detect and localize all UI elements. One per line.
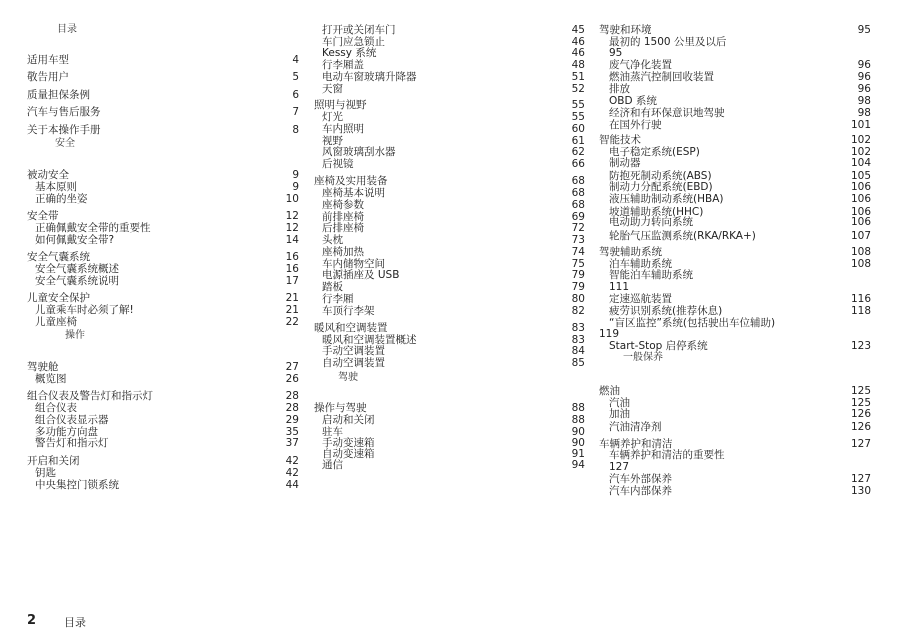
toc-entry-page: 125 [850, 397, 871, 409]
toc-entry[interactable] [599, 83, 871, 95]
toc-entry-title: 概览图 [35, 373, 67, 385]
toc-entry-page: 55 [571, 111, 585, 123]
toc-entry[interactable] [599, 119, 871, 131]
toc-entry[interactable] [314, 83, 585, 95]
toc-entry-page: 69 [571, 211, 585, 223]
toc-entry[interactable] [27, 390, 299, 402]
toc-entry-title: OBD 系统 [609, 95, 657, 107]
toc-entry[interactable] [314, 322, 585, 334]
toc-entry-page: 55 [571, 99, 585, 111]
toc-entry[interactable] [599, 305, 871, 317]
toc-entry[interactable] [599, 71, 871, 83]
section-heading-fragment: 驾驶 [338, 372, 358, 383]
toc-entry-page: 72 [571, 222, 585, 234]
toc-entry[interactable] [599, 328, 871, 340]
toc-entry-title: 质量担保条例 [27, 89, 90, 101]
toc-entry-title: 正确佩戴安全带的重要性 [35, 222, 151, 234]
toc-entry-title: “盲区监控”系统(包括驶出车位辅助) [609, 317, 776, 329]
toc-entry-page: 106 [850, 181, 871, 193]
toc-entry-page: 37 [285, 437, 299, 449]
toc-entry[interactable] [599, 95, 871, 107]
toc-entry-title: 坡道辅助系统(HHC) [609, 206, 704, 218]
toc-entry[interactable] [599, 385, 871, 397]
toc-entry[interactable] [27, 71, 299, 83]
toc-entry-page: 104 [850, 157, 871, 169]
toc-entry-title: 正确的坐姿 [35, 193, 88, 205]
section-heading-fragment: 安全 [55, 138, 75, 149]
toc-entry-page: 118 [850, 305, 871, 317]
toc-entry-page: 106 [850, 193, 871, 205]
toc-entry[interactable] [27, 222, 299, 234]
toc-entry-title: 车顶行李架 [322, 305, 375, 317]
section-heading-fragment: 操作 [65, 330, 85, 341]
toc-entry[interactable] [27, 234, 299, 246]
toc-entry-title: 车门应急锁止 [322, 36, 385, 48]
toc-entry[interactable] [599, 216, 871, 228]
toc-entry-page: 130 [850, 485, 871, 497]
toc-entry-page: 12 [285, 210, 299, 222]
toc-entry[interactable] [27, 89, 299, 101]
toc-entry-title: 制动器 [609, 157, 641, 169]
toc-entry-page: 68 [571, 199, 585, 211]
toc-entry-title: 灯光 [322, 111, 343, 123]
toc-entry[interactable] [27, 54, 299, 66]
toc-entry-page: 16 [285, 263, 299, 275]
toc-entry-title: 95 [609, 47, 623, 59]
toc-entry-title: 车内照明 [322, 123, 364, 135]
toc-entry[interactable] [314, 345, 585, 357]
toc-entry[interactable] [599, 47, 871, 59]
toc-entry-page: 35 [285, 426, 299, 438]
toc-entry-title: 手动空调装置 [322, 345, 385, 357]
toc-entry-title: 基本原则 [35, 181, 77, 193]
toc-entry-title: 驾驶舱 [27, 361, 59, 373]
toc-entry[interactable] [27, 210, 299, 222]
toc-entry[interactable] [314, 402, 585, 414]
toc-entry-page: 96 [857, 59, 871, 71]
toc-entry-title: 座椅及实用装备 [314, 175, 388, 187]
toc-entry-page: 10 [285, 193, 299, 205]
toc-entry[interactable] [314, 59, 585, 71]
toc-entry[interactable] [314, 123, 585, 135]
toc-entry-title: 燃油 [599, 385, 620, 397]
toc-entry-title: 电子稳定系统(ESP) [609, 146, 700, 158]
toc-entry-page: 16 [285, 251, 299, 263]
toc-entry-page: 14 [285, 234, 299, 246]
toc-entry-page: 45 [571, 24, 585, 36]
toc-entry-page: 88 [571, 414, 585, 426]
toc-entry-page: 66 [571, 158, 585, 170]
toc-entry-page: 80 [571, 293, 585, 305]
toc-entry-page: 82 [571, 305, 585, 317]
toc-entry[interactable] [599, 293, 871, 305]
toc-entry-title: 前排座椅 [322, 211, 364, 223]
toc-entry-title: 电动车窗玻璃升降器 [322, 71, 417, 83]
toc-entry-title: 定速巡航装置 [609, 293, 672, 305]
toc-entry-title: 汽油 [609, 397, 630, 409]
page-footer [27, 613, 86, 629]
toc-entry[interactable] [27, 106, 299, 118]
toc-entry-title: 警告灯和指示灯 [35, 437, 109, 449]
toc-entry-title: 儿童乘车时必须了解! [35, 304, 134, 316]
toc-entry-title: Kessy 系统 [322, 47, 377, 59]
toc-entry[interactable] [27, 361, 299, 373]
toc-entry-title: 自动空调装置 [322, 357, 385, 369]
toc-entry-page: 9 [292, 169, 299, 181]
toc-entry-page: 46 [571, 36, 585, 48]
toc-entry-page: 108 [850, 246, 871, 258]
toc-entry-title: 操作与驾驶 [314, 402, 367, 414]
toc-entry-page: 91 [571, 448, 585, 460]
toc-entry[interactable] [599, 193, 871, 205]
toc-entry-title: 暖风和空调装置概述 [322, 334, 417, 346]
toc-entry-page: 73 [571, 234, 585, 246]
toc-entry[interactable] [27, 414, 299, 426]
toc-entry-page: 7 [292, 106, 299, 118]
toc-entry[interactable] [314, 111, 585, 123]
toc-entry-title: 风窗玻璃刮水器 [322, 146, 396, 158]
toc-entry-page: 68 [571, 175, 585, 187]
toc-entry-title: 安全气囊系统概述 [35, 263, 119, 275]
toc-entry-page: 29 [285, 414, 299, 426]
toc-entry[interactable] [314, 357, 585, 369]
footer-label: 目录 [64, 616, 86, 629]
toc-entry[interactable] [27, 193, 299, 205]
toc-entry-page: 98 [857, 95, 871, 107]
toc-entry-page: 84 [571, 345, 585, 357]
toc-entry[interactable] [314, 158, 585, 170]
toc-entry[interactable] [599, 340, 871, 352]
toc-entry-title: 智能技术 [599, 134, 641, 146]
toc-entry-title: 汽油清净剂 [609, 421, 662, 433]
toc-entry-title: 驻车 [322, 426, 343, 438]
toc-column-2 [314, 0, 585, 500]
toc-entry-title: 暖风和空调装置 [314, 322, 388, 334]
toc-entry-title: 儿童座椅 [35, 316, 77, 328]
toc-entry[interactable] [27, 437, 299, 449]
toc-entry[interactable] [27, 455, 299, 467]
toc-entry-title: 119 [599, 328, 620, 340]
toc-entry-title: 汽车与售后服务 [27, 106, 101, 118]
toc-entry[interactable] [314, 246, 585, 258]
toc-entry-title: 车内储物空间 [322, 258, 385, 270]
toc-entry[interactable] [27, 402, 299, 414]
toc-entry-title: 自动变速箱 [322, 448, 375, 460]
toc-entry[interactable] [599, 107, 871, 119]
toc-entry-page: 44 [285, 479, 299, 491]
toc-entry-title: 泊车辅助系统 [609, 258, 672, 270]
toc-entry[interactable] [314, 459, 585, 471]
toc-entry-page: 17 [285, 275, 299, 287]
toc-entry-page: 28 [285, 402, 299, 414]
toc-entry-page: 96 [857, 71, 871, 83]
toc-entry-page: 5 [292, 71, 299, 83]
toc-entry-title: 防抱死制动系统(ABS) [609, 170, 712, 182]
toc-entry-title: Start-Stop 启停系统 [609, 340, 708, 352]
toc-entry-page: 9 [292, 181, 299, 193]
toc-entry-title: 踏板 [322, 281, 343, 293]
toc-entry-title: 组合仪表及警告灯和指示灯 [27, 390, 153, 402]
toc-entry[interactable] [599, 59, 871, 71]
toc-entry-page: 125 [850, 385, 871, 397]
toc-entry-title: 天窗 [322, 83, 343, 95]
toc-entry-title: 排放 [609, 83, 630, 95]
toc-entry-page: 127 [850, 438, 871, 450]
toc-column-3 [599, 0, 871, 500]
toc-entry[interactable] [314, 222, 585, 234]
toc-entry-title: 车辆养护和清洁 [599, 438, 673, 450]
toc-entry-page: 74 [571, 246, 585, 258]
toc-entry[interactable] [599, 485, 871, 497]
toc-entry-title: 电动助力转向系统 [609, 216, 693, 228]
toc-entry-title: 敬告用户 [27, 71, 69, 83]
toc-entry[interactable] [599, 269, 871, 281]
toc-entry[interactable] [599, 157, 871, 169]
toc-entry[interactable] [314, 414, 585, 426]
toc-entry-title: 车辆养护和清洁的重要性 [609, 449, 725, 461]
toc-entry[interactable] [314, 269, 585, 281]
toc-entry-page: 79 [571, 269, 585, 281]
toc-entry-page: 42 [285, 455, 299, 467]
toc-entry-title: 后视镜 [322, 158, 354, 170]
toc-entry-title: 安全带 [27, 210, 59, 222]
toc-entry[interactable] [599, 230, 871, 242]
toc-entry-page: 88 [571, 402, 585, 414]
toc-entry-page: 116 [850, 293, 871, 305]
toc-entry-title: 后排座椅 [322, 222, 364, 234]
toc-entry-page: 42 [285, 467, 299, 479]
toc-entry[interactable] [314, 71, 585, 83]
toc-entry[interactable] [314, 199, 585, 211]
toc-entry-title: 组合仪表显示器 [35, 414, 109, 426]
toc-entry-title: 最初的 1500 公里及以后 [609, 36, 727, 48]
section-heading-fragment: 一般保养 [623, 352, 663, 363]
toc-entry-title: 座椅基本说明 [322, 187, 385, 199]
toc-entry-page: 102 [850, 146, 871, 158]
toc-entry-page: 96 [857, 83, 871, 95]
toc-entry-title: 轮胎气压监测系统(RKA/RKA+) [609, 230, 756, 242]
toc-entry[interactable] [27, 467, 299, 479]
toc-entry-page: 62 [571, 146, 585, 158]
toc-entry-page: 90 [571, 437, 585, 449]
toc-entry[interactable] [27, 263, 299, 275]
toc-entry-title: 111 [609, 281, 630, 293]
toc-entry-title: 座椅参数 [322, 199, 364, 211]
toc-entry-title: 疲劳识别系统(推荐休息) [609, 305, 723, 317]
toc-entry[interactable] [599, 281, 871, 293]
toc-entry[interactable] [314, 24, 585, 36]
toc-entry-page: 68 [571, 187, 585, 199]
toc-entry-title: 照明与视野 [314, 99, 367, 111]
toc-entry[interactable] [599, 408, 871, 420]
toc-entry-page: 51 [571, 71, 585, 83]
toc-entry[interactable] [599, 421, 871, 433]
toc-entry[interactable] [27, 292, 299, 304]
toc-entry[interactable] [314, 187, 585, 199]
toc-entry-page: 106 [850, 216, 871, 228]
toc-entry-title: 座椅加热 [322, 246, 364, 258]
toc-entry[interactable] [27, 181, 299, 193]
toc-entry-title: 行李厢 [322, 293, 354, 305]
toc-entry-page: 106 [850, 206, 871, 218]
toc-entry[interactable] [599, 134, 871, 146]
toc-entry-page: 21 [285, 304, 299, 316]
toc-entry-page: 12 [285, 222, 299, 234]
toc-entry-title: 通信 [322, 459, 343, 471]
toc-entry-page: 94 [571, 459, 585, 471]
toc-entry-page: 48 [571, 59, 585, 71]
toc-entry-page: 85 [571, 357, 585, 369]
toc-entry-page: 61 [571, 135, 585, 147]
toc-entry-title: 中央集控门锁系统 [35, 479, 119, 491]
section-heading-fragment: 目录 [57, 24, 77, 35]
toc-entry-page: 22 [285, 316, 299, 328]
toc-entry[interactable] [599, 473, 871, 485]
toc-entry-page: 107 [850, 230, 871, 242]
toc-entry-title: 经济和有环保意识地驾驶 [609, 107, 725, 119]
toc-entry-page: 6 [292, 89, 299, 101]
toc-entry[interactable] [27, 169, 299, 181]
toc-entry-title: 头枕 [322, 234, 343, 246]
toc-entry[interactable] [599, 449, 871, 461]
toc-entry[interactable] [599, 24, 871, 36]
toc-entry-title: 燃油蒸汽控制回收装置 [609, 71, 714, 83]
toc-entry[interactable] [599, 181, 871, 193]
toc-entry-title: 启动和关闭 [322, 414, 375, 426]
toc-entry-page: 108 [850, 258, 871, 270]
toc-entry-page: 98 [857, 107, 871, 119]
toc-entry-page: 90 [571, 426, 585, 438]
toc-entry-title: 安全气囊系统说明 [35, 275, 119, 287]
toc-entry-title: 在国外行驶 [609, 119, 662, 131]
toc-entry-page: 26 [285, 373, 299, 385]
toc-entry-title: 制动力分配系统(EBD) [609, 181, 713, 193]
toc-entry-title: 电源插座及 USB [322, 269, 400, 281]
toc-entry-title: 适用车型 [27, 54, 69, 66]
toc-entry-title: 驾驶和环境 [599, 24, 652, 36]
page-number: 2 [27, 613, 37, 628]
toc-entry-page: 75 [571, 258, 585, 270]
toc-entry-title: 127 [609, 461, 630, 473]
toc-column-1 [27, 0, 299, 500]
toc-entry-title: 汽车外部保养 [609, 473, 672, 485]
toc-entry-title: 智能泊车辅助系统 [609, 269, 693, 281]
toc-entry-title: 汽车内部保养 [609, 485, 672, 497]
toc-entry[interactable] [314, 293, 585, 305]
toc-entry-title: 驾驶辅助系统 [599, 246, 662, 258]
toc-entry-title: 液压辅助制动系统(HBA) [609, 193, 724, 205]
toc-entry-title: 组合仪表 [35, 402, 77, 414]
toc-entry-title: 多功能方向盘 [35, 426, 98, 438]
toc-entry-title: 安全气囊系统 [27, 251, 90, 263]
toc-entry[interactable] [314, 175, 585, 187]
toc-entry-title: 如何佩戴安全带? [35, 234, 115, 246]
toc-entry-page: 95 [857, 24, 871, 36]
toc-entry-page: 123 [850, 340, 871, 352]
toc-entry-title: 行李厢盖 [322, 59, 364, 71]
toc-entry[interactable] [27, 304, 299, 316]
toc-entry-page: 28 [285, 390, 299, 402]
toc-entry[interactable] [314, 281, 585, 293]
toc-entry-page: 60 [571, 123, 585, 135]
toc-entry[interactable] [314, 234, 585, 246]
toc-entry-page: 4 [292, 54, 299, 66]
toc-entry[interactable] [314, 146, 585, 158]
toc-entry-title: 钥匙 [35, 467, 56, 479]
toc-entry[interactable] [27, 479, 299, 491]
toc-entry-title: 打开或关闭车门 [322, 24, 396, 36]
toc-entry-title: 废气净化装置 [609, 59, 672, 71]
toc-entry[interactable] [27, 373, 299, 385]
toc-entry-title: 被动安全 [27, 169, 69, 181]
toc-entry-title: 加油 [609, 408, 630, 420]
toc-entry-page: 21 [285, 292, 299, 304]
toc-entry[interactable] [599, 246, 871, 258]
toc-entry-page: 102 [850, 134, 871, 146]
toc-entry-page: 126 [850, 421, 871, 433]
toc-entry-page: 8 [292, 124, 299, 136]
toc-entry-page: 27 [285, 361, 299, 373]
toc-entry-page: 126 [850, 408, 871, 420]
toc-entry[interactable] [599, 461, 871, 473]
toc-entry-page: 46 [571, 47, 585, 59]
toc-entry-page: 83 [571, 334, 585, 346]
toc-entry[interactable] [27, 124, 299, 136]
toc-entry[interactable] [27, 316, 299, 328]
toc-entry-page: 105 [850, 170, 871, 182]
toc-entry-title: 手动变速箱 [322, 437, 375, 449]
toc-entry-page: 83 [571, 322, 585, 334]
toc-entry-page: 79 [571, 281, 585, 293]
toc-entry[interactable] [314, 99, 585, 111]
toc-entry-title: 关于本操作手册 [27, 124, 101, 136]
toc-entry[interactable] [314, 47, 585, 59]
toc-entry[interactable] [27, 275, 299, 287]
toc-entry-title: 开启和关闭 [27, 455, 80, 467]
toc-entry-title: 视野 [322, 135, 343, 147]
toc-entry-page: 127 [850, 473, 871, 485]
toc-entry[interactable] [27, 251, 299, 263]
toc-entry-page: 52 [571, 83, 585, 95]
toc-entry-page: 101 [850, 119, 871, 131]
toc-entry[interactable] [314, 305, 585, 317]
toc-entry-title: 儿童安全保护 [27, 292, 90, 304]
